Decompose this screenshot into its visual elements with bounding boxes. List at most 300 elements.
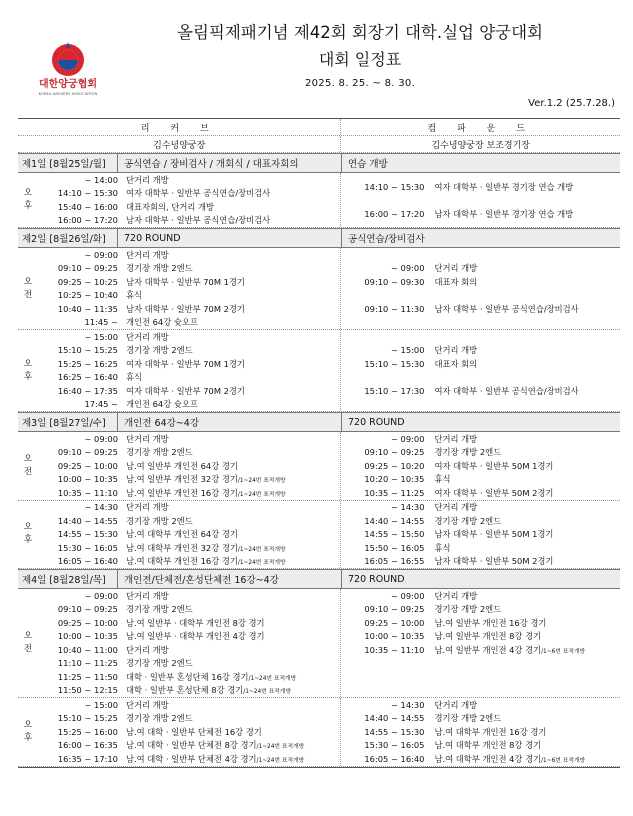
schedule-line [341, 739, 620, 753]
schedule-event [424, 433, 620, 445]
session-period-char: 전 [23, 644, 33, 654]
org-subname: KOREA ARCHERY ASSOCIATION [38, 91, 98, 96]
schedule-time: 11:45 ~ [84, 317, 118, 328]
schedule-time: 14:55 ~ 15:30 [364, 726, 425, 737]
schedule-event [424, 555, 620, 567]
schedule-event [126, 276, 341, 288]
recurve-session-title: 개인전/단체전/혼성단체전 16강~4강 [124, 575, 279, 586]
schedule-event-text: 여자 대학부 · 일반부 50M 2경기 [434, 487, 554, 498]
schedule-event [126, 201, 341, 213]
target-note: /1~24번 표적개방 [237, 546, 286, 553]
schedule-event-text: 개인전 64강 슛오프 [125, 399, 198, 410]
schedule-event [424, 515, 620, 527]
session-period-char: 오 [23, 358, 33, 369]
schedule-event [424, 208, 620, 220]
schedule-event-text: 경기장 개방 2엔드 [125, 345, 193, 356]
schedule-time: 14:40 ~ 14:55 [57, 515, 118, 526]
schedule-time: 16:35 ~ 17:10 [57, 753, 118, 764]
schedule-event [424, 542, 620, 554]
schedule-time: ~ 09:00 [84, 590, 118, 601]
schedule-event [126, 712, 341, 724]
schedule-time: 10:00 ~ 10:35 [57, 631, 118, 642]
target-note: /1~24번 표적개방 [237, 560, 286, 567]
schedule-event [126, 699, 341, 711]
schedule-event-text: 남.여 대학부 개인전 16강 경기 [125, 556, 238, 567]
schedule-time: 09:10 ~ 09:30 [364, 276, 425, 287]
schedule-time: ~ 14:30 [390, 699, 425, 710]
schedule-event-text: 휴식 [434, 474, 451, 485]
schedule-time: 09:25 ~ 10:20 [364, 460, 425, 471]
schedule-line [38, 214, 341, 228]
schedule-time: ~ 14:30 [84, 502, 118, 513]
schedule-event-text: 남.여 대학부 개인전 64강 경기 [125, 529, 238, 540]
schedule-time: ~ 09:00 [84, 249, 118, 260]
schedule-event [126, 603, 341, 615]
schedule-event-text: 대학 · 일반부 혼성단체 16강 경기 [125, 671, 249, 682]
schedule-line [341, 589, 620, 603]
schedule-event-text: 남.여 대학부 개인전 32강 경기 [125, 542, 238, 553]
schedule-time: 10:35 ~ 11:10 [57, 487, 118, 498]
schedule-event [126, 460, 341, 472]
schedule-line [38, 657, 341, 671]
venue-row [18, 136, 620, 153]
day-header [18, 153, 620, 173]
schedule-event-text: 경기장 개방 2엔드 [434, 713, 502, 724]
schedule-event-text: 경기장 개방 2엔드 [125, 604, 193, 615]
session-period-char: 오 [23, 522, 33, 533]
schedule-line [341, 446, 620, 460]
schedule-line [341, 180, 620, 194]
recurve-schedule [38, 501, 341, 569]
schedule-event-text: 남.여 대학부 개인전 4강 경기 [434, 753, 542, 764]
session-period [18, 698, 38, 766]
schedule-event [424, 726, 620, 738]
schedule-line [38, 501, 341, 515]
schedule-line [38, 384, 341, 398]
schedule-time: 09:25 ~ 10:00 [364, 617, 425, 628]
schedule-time: 10:40 ~ 11:35 [57, 303, 118, 314]
recurve-header: 리 커 브 [140, 123, 218, 134]
schedule-time: 16:00 ~ 17:20 [57, 215, 118, 226]
day-label: 제4일 [8월28일/목] [18, 570, 118, 588]
schedule-time: ~ 15:00 [84, 699, 118, 710]
schedule-event [126, 555, 341, 567]
schedule-line [341, 357, 620, 371]
schedule-line [38, 670, 341, 684]
schedule-line [38, 262, 341, 276]
schedule-event-text: 경기장 개방 2엔드 [125, 447, 193, 458]
schedule-event [424, 603, 620, 615]
schedule-event [126, 398, 341, 410]
schedule-line [38, 289, 341, 303]
target-note: /1~24번 표적개방 [243, 689, 291, 696]
schedule-event [126, 501, 341, 513]
schedule-event-text: 남.여 대학 · 일반부 단체전 8강 경기 [125, 740, 257, 751]
schedule-event [424, 501, 620, 513]
schedule-event-text: 경기장 개방 2엔드 [434, 447, 502, 458]
schedule-event [424, 753, 620, 765]
schedule-event-text: 단거리 개방 [434, 345, 478, 356]
schedule-line [341, 657, 620, 671]
schedule-event [424, 460, 620, 472]
schedule-time: 10:35 ~ 11:10 [364, 644, 425, 655]
session-block [18, 248, 620, 330]
schedule-time: 16:25 ~ 16:40 [57, 372, 118, 383]
schedule-event-text: 단거리 개방 [125, 699, 169, 710]
session-period-char: 전 [23, 466, 33, 477]
schedule-event [126, 316, 341, 328]
session-period-char: 오 [23, 188, 33, 198]
schedule-event-text: 대표자 회의 [434, 276, 478, 287]
schedule-event-text: 대표자 회의 [434, 358, 478, 369]
schedule-line [38, 630, 341, 644]
schedule-event-text: 여자 대학부 · 일반부 경기장 연습 개방 [434, 181, 574, 192]
schedule-event [424, 590, 620, 602]
schedule-line [38, 459, 341, 473]
schedule-event-text: 남.여 일반부 · 대학부 개인전 4강 경기 [125, 631, 265, 642]
schedule-event [126, 289, 341, 301]
schedule-line [341, 725, 620, 739]
schedule-event [424, 739, 620, 751]
schedule-line [38, 528, 341, 542]
day-header [18, 412, 620, 432]
schedule-line [341, 541, 620, 555]
schedule-line [341, 262, 620, 276]
recurve-venue: 김수녕양궁장 [153, 140, 206, 151]
schedule-event [424, 473, 620, 485]
schedule-line [341, 528, 620, 542]
schedule-event [126, 358, 341, 370]
session-block [18, 330, 620, 412]
schedule-event-text: 단거리 개방 [125, 644, 169, 655]
schedule-event-text: 단거리 개방 [125, 433, 169, 444]
recurve-schedule [38, 248, 341, 329]
schedule-event [126, 753, 341, 765]
schedule-time: 09:10 ~ 11:30 [364, 303, 425, 314]
schedule-event [126, 446, 341, 458]
schedule-line [341, 459, 620, 473]
schedule-event-text: 남자 대학부 · 일반부 70M 1경기 [125, 276, 245, 287]
schedule-time: 09:10 ~ 09:25 [364, 604, 425, 615]
org-name: 대한양궁협회 [39, 79, 97, 90]
schedule-event-text: 남자 대학부 · 일반부 공식연습/장비검사 [125, 215, 271, 226]
schedule-time: 09:25 ~ 10:00 [57, 617, 118, 628]
schedule-event-text: 남.여 일반부 개인전 32강 경기 [125, 474, 238, 485]
schedule-event [126, 542, 341, 554]
schedule-line [38, 541, 341, 555]
schedule-event-text: 남.여 대학부 개인전 16강 경기 [434, 726, 547, 737]
schedule-line [38, 643, 341, 657]
recurve-session-title: 720 ROUND [124, 232, 181, 244]
schedule-event-text: 경기장 개방 2엔드 [125, 263, 193, 274]
session-period [18, 589, 38, 697]
schedule-event-text: 휴식 [434, 542, 451, 553]
schedule-event-text: 개인전 64강 슛오프 [125, 317, 198, 328]
schedule-time: 10:40 ~ 11:00 [57, 644, 118, 655]
schedule-event-text: 단거리 개방 [125, 331, 169, 342]
schedule-time: 15:10 ~ 15:25 [57, 713, 118, 724]
schedule-event-text: 남.여 대학 · 일반부 단체전 16강 경기 [125, 726, 262, 737]
schedule-time: 10:00 ~ 10:35 [364, 631, 425, 642]
schedule-event [126, 249, 341, 261]
schedule-time: 14:40 ~ 14:55 [364, 713, 425, 724]
schedule-time: ~ 09:00 [390, 590, 425, 601]
days-container [18, 153, 620, 767]
recurve-session-title: 개인전 64강~4강 [124, 418, 199, 429]
schedule-line [38, 473, 341, 487]
schedule-event-text: 경기장 개방 2엔드 [125, 515, 193, 526]
document-title [130, 22, 590, 91]
schedule-line [341, 684, 620, 698]
schedule-event-text: 단거리 개방 [434, 502, 478, 513]
session-period-char: 후 [23, 732, 33, 743]
schedule-event [126, 344, 341, 356]
archery-target-icon [48, 40, 88, 78]
schedule-event [424, 699, 620, 711]
schedule-event [424, 344, 620, 356]
schedule-line [341, 207, 620, 221]
schedule-event [126, 303, 341, 315]
schedule-event [126, 487, 341, 499]
schedule-line [341, 712, 620, 726]
recurve-schedule [38, 432, 341, 500]
compound-session-title: 720 ROUND [341, 570, 620, 588]
schedule-event [424, 712, 620, 724]
schedule-line [341, 384, 620, 398]
schedule-event-text: 여자 대학부 · 일반부 50M 1경기 [434, 460, 554, 471]
session-period-char: 전 [23, 289, 33, 300]
schedule-line [38, 603, 341, 617]
schedule-time: 15:30 ~ 16:05 [364, 740, 425, 751]
schedule-line [38, 486, 341, 500]
schedule-event-text: 대표자회의, 단거리 개방 [125, 201, 215, 212]
compound-schedule [340, 589, 620, 697]
schedule-event-text: 남자 대학부 · 일반부 50M 2경기 [434, 556, 554, 567]
division-header-row [18, 119, 620, 136]
schedule-event [126, 214, 341, 226]
schedule-line [38, 344, 341, 358]
schedule-line [38, 357, 341, 371]
schedule-event-text: 남.여 일반부 개인전 8강 경기 [434, 631, 542, 642]
compound-session-title: 공식연습/장비검사 [341, 229, 620, 247]
schedule-line [341, 501, 620, 515]
schedule-event [424, 644, 620, 656]
schedule-line [341, 302, 620, 316]
schedule-event [126, 473, 341, 485]
schedule-time: ~ 09:00 [84, 433, 118, 444]
schedule-time: 14:40 ~ 14:55 [364, 515, 425, 526]
version-label: Ver.1.2 (25.7.28.) [528, 98, 615, 109]
schedule-line [38, 330, 341, 344]
schedule-event [424, 276, 620, 288]
schedule-line [38, 200, 341, 214]
schedule-event [126, 726, 341, 738]
schedule-event [126, 528, 341, 540]
compound-schedule [340, 330, 620, 411]
schedule-line [38, 589, 341, 603]
schedule-time: 14:55 ~ 15:30 [57, 529, 118, 540]
compound-schedule [340, 501, 620, 569]
schedule-event-text: 남.여 일반부 개인전 4강 경기 [434, 644, 542, 655]
schedule-event-text: 단거리 개방 [434, 699, 478, 710]
day-header [18, 569, 620, 589]
schedule-time: ~ 15:00 [390, 345, 425, 356]
target-note: /1~24번 표적개방 [248, 675, 297, 682]
schedule-event [126, 262, 341, 274]
title-line1: 올림픽제패기념 제42회 회장기 대학.실업 양궁대회 [177, 23, 543, 42]
schedule-time: 14:10 ~ 15:30 [364, 181, 425, 192]
schedule-time: 10:20 ~ 10:35 [364, 474, 425, 485]
schedule-line [341, 289, 620, 303]
schedule-time: 16:05 ~ 16:40 [364, 753, 425, 764]
day-label: 제1일 [8월25일/월] [18, 154, 118, 172]
schedule-event-text: 남.여 일반부 개인전 16강 경기 [125, 487, 238, 498]
schedule-time: 10:35 ~ 11:25 [364, 487, 425, 498]
compound-schedule [340, 248, 620, 329]
compound-schedule [340, 432, 620, 500]
session-period [18, 173, 38, 227]
compound-session-title: 연습 개방 [341, 154, 620, 172]
schedule-line [38, 712, 341, 726]
day-label: 제3일 [8월27일/수] [18, 413, 118, 431]
schedule-time: ~ 15:00 [84, 331, 118, 342]
session-block [18, 501, 620, 570]
session-block [18, 173, 620, 228]
schedule-line [341, 486, 620, 500]
compound-session-title: 720 ROUND [341, 413, 620, 431]
schedule-event-text: 경기장 개방 2엔드 [434, 515, 502, 526]
schedule-time: 09:25 ~ 10:00 [57, 460, 118, 471]
schedule-time: 14:10 ~ 15:30 [57, 188, 118, 199]
schedule-time: 16:00 ~ 16:35 [57, 740, 118, 751]
schedule-event [126, 739, 341, 751]
schedule-line [341, 514, 620, 528]
schedule-event-text: 여자 대학부 · 일반부 70M 1경기 [125, 358, 245, 369]
schedule-event-text: 남.여 대학 · 일반부 단체전 4강 경기 [125, 753, 257, 764]
session-period-char: 후 [23, 371, 33, 382]
session-period-char: 후 [23, 201, 33, 211]
schedule-line [38, 248, 341, 262]
schedule-time: 10:25 ~ 10:40 [57, 290, 118, 301]
schedule-event-text: 단거리 개방 [125, 502, 169, 513]
day-header [18, 228, 620, 248]
org-logo [22, 40, 114, 102]
schedule-event [126, 644, 341, 656]
schedule-event [126, 174, 341, 186]
schedule-line [38, 398, 341, 412]
compound-header: 컴 파 운 드 [340, 119, 620, 135]
schedule-event-text: 휴식 [125, 372, 142, 383]
target-note: /1~24번 표적개방 [256, 744, 305, 751]
schedule-line [341, 616, 620, 630]
session-period-char: 후 [23, 535, 33, 546]
schedule-line [38, 739, 341, 753]
session-period [18, 432, 38, 500]
schedule-event-text: 남자 대학부 · 일반부 공식연습/장비검사 [434, 303, 579, 314]
schedule-line [341, 275, 620, 289]
schedule-line [38, 684, 341, 698]
schedule-time: 15:10 ~ 17:30 [364, 385, 425, 396]
schedule-event [126, 371, 341, 383]
recurve-session-title: 공식연습 / 장비검사 / 개회식 / 대표자회의 [124, 159, 299, 170]
schedule-time: 15:25 ~ 16:00 [57, 726, 118, 737]
session-period-char: 오 [23, 453, 33, 464]
schedule-line [38, 173, 341, 187]
schedule-table [18, 118, 620, 768]
schedule-event-text: 여자 대학부 · 일반부 공식연습/장비검사 [125, 188, 271, 199]
schedule-event-text: 단거리 개방 [125, 590, 169, 601]
schedule-line [341, 344, 620, 358]
schedule-event-text: 남.여 일반부 개인전 16강 경기 [434, 617, 547, 628]
schedule-event-text: 단거리 개방 [434, 590, 478, 601]
schedule-line [38, 752, 341, 766]
target-note: /1~6번 표적개방 [541, 757, 586, 764]
schedule-time: 09:10 ~ 09:25 [57, 263, 118, 274]
schedule-line [341, 555, 620, 569]
schedule-event-text: 남.여 일반부 · 대학부 개인전 8강 경기 [125, 617, 265, 628]
schedule-event-text: 경기장 개방 2엔드 [125, 658, 193, 669]
schedule-line [38, 432, 341, 446]
schedule-time: 14:55 ~ 15:50 [364, 529, 425, 540]
schedule-event-text: 남자 대학부 · 일반부 경기장 연습 개방 [434, 208, 574, 219]
session-period-char: 오 [23, 719, 33, 730]
schedule-line [38, 316, 341, 330]
schedule-event [424, 617, 620, 629]
schedule-time: 15:40 ~ 16:00 [57, 201, 118, 212]
schedule-time: 09:10 ~ 09:25 [57, 604, 118, 615]
session-block [18, 698, 620, 767]
schedule-event [424, 303, 620, 315]
schedule-line [38, 446, 341, 460]
session-period-char: 오 [23, 631, 33, 641]
schedule-line [38, 698, 341, 712]
schedule-line [341, 630, 620, 644]
schedule-event [126, 630, 341, 642]
schedule-event-text: 대학 · 일반부 혼성단체 8강 경기 [125, 685, 244, 696]
schedule-time: 10:00 ~ 10:35 [57, 474, 118, 485]
schedule-event [126, 657, 341, 669]
schedule-event-text: 여자 대학부 · 일반부 공식연습/장비검사 [434, 385, 579, 396]
compound-schedule [340, 698, 620, 766]
target-note: /1~6번 표적개방 [541, 648, 586, 655]
schedule-time: ~ 14:00 [84, 174, 118, 185]
schedule-line [341, 752, 620, 766]
session-period [18, 501, 38, 569]
schedule-time: 11:10 ~ 11:25 [57, 658, 118, 669]
schedule-line [341, 432, 620, 446]
schedule-time: 15:10 ~ 15:25 [57, 345, 118, 356]
schedule-time: 17:45 ~ [84, 399, 118, 410]
compound-venue: 김수녕양궁장 보조경기장 [340, 136, 620, 152]
schedule-event-text: 경기장 개방 2엔드 [125, 713, 193, 724]
schedule-event-text: 경기장 개방 2엔드 [434, 604, 502, 615]
schedule-time: 11:25 ~ 11:50 [57, 671, 118, 682]
schedule-time: ~ 09:00 [390, 263, 425, 274]
schedule-time: 15:10 ~ 15:30 [364, 358, 425, 369]
schedule-line [341, 473, 620, 487]
schedule-line [38, 514, 341, 528]
schedule-event [126, 515, 341, 527]
schedule-event [424, 446, 620, 458]
schedule-event [424, 630, 620, 642]
schedule-event [424, 385, 620, 397]
schedule-event [126, 331, 341, 343]
schedule-time: 16:05 ~ 16:40 [57, 556, 118, 567]
event-dates: 2025. 8. 25. ~ 8. 30. [304, 78, 416, 89]
schedule-event [126, 590, 341, 602]
schedule-event [126, 433, 341, 445]
schedule-event-text: 남자 대학부 · 일반부 50M 1경기 [434, 529, 554, 540]
